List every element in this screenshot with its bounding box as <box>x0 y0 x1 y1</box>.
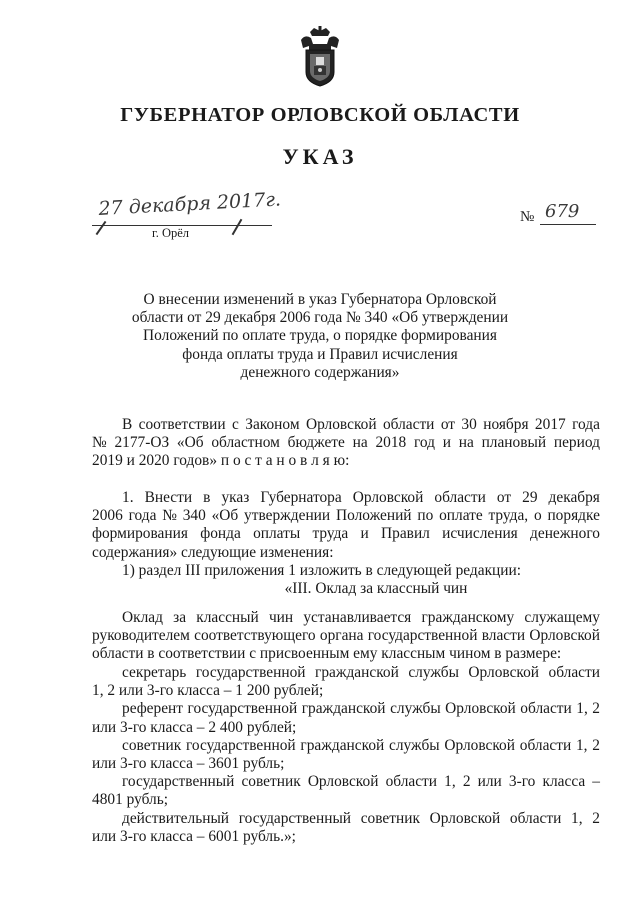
number-label: № <box>520 209 535 225</box>
body-line: 2006 года № 340 «Об утверждении Положений по оплате труда, о порядке <box>92 507 600 525</box>
rank-line: 4801 рубль; <box>92 791 169 809</box>
coat-of-arms-emblem <box>297 26 343 88</box>
rank-line: секретарь государственной гражданской службы Орловской области <box>122 664 600 681</box>
salary-intro-paragraph <box>92 609 600 664</box>
body-line: содержания» следующие изменения: <box>92 543 334 561</box>
rank-salary-list <box>92 664 600 846</box>
subject-line: О внесении изменений в указ Губернатора Орловской <box>143 291 497 308</box>
body-line: 1. Внести в указ Губернатора Орловской области от 29 декабря <box>122 489 600 506</box>
rank-line: действительный государственный советник Орловской области 1, 2 <box>122 809 600 827</box>
city-label: г. Орёл <box>152 226 190 240</box>
rank-line: референт государственной гражданской службы Орловской области 1, 2 <box>122 700 600 718</box>
body-line: № 2177-ОЗ «Об областном бюджете на 2018 год и на плановый период <box>92 434 600 452</box>
rank-line: или 3-го класса – 2 400 рублей; <box>92 718 297 736</box>
subject-line: Положений по оплате труда, о порядке формирования <box>143 327 497 345</box>
subject-line: фонда оплаты труда и Правил исчисления <box>182 345 458 363</box>
item-1-paragraph <box>92 489 600 598</box>
decree-subject <box>0 291 640 382</box>
issuer-title: ГУБЕРНАТОР ОРЛОВСКОЙ ОБЛАСТИ <box>120 104 520 126</box>
number-underline <box>540 224 596 225</box>
handwritten-date: 27 декабря 2017г. <box>98 188 282 220</box>
preamble-paragraph <box>92 416 600 471</box>
body-line: Оклад за классный чин устанавливается гражданскому служащему <box>122 609 600 626</box>
corner-mark-right <box>232 219 243 236</box>
subject-line: денежного содержания» <box>240 363 400 381</box>
rank-line: или 3-го класса – 6001 рубль.»; <box>92 827 296 845</box>
rank-line: или 3-го класса – 3601 рубль; <box>92 755 285 773</box>
rank-line: 1, 2 или 3-го класса – 1 200 рублей; <box>92 682 324 700</box>
body-line: области в соответствии с присвоенным ему классным чином в размере: <box>92 645 562 663</box>
document-type: УКАЗ <box>282 144 358 169</box>
body-line: 2019 и 2020 годов» п о с т а н о в л я ю: <box>92 452 350 470</box>
sub-item-1: 1) раздел III приложения 1 изложить в следующей редакции: <box>122 561 522 579</box>
rank-line: государственный советник Орловской области 1, 2 или 3-го класса – <box>122 773 600 791</box>
body-line: руководителем соответствующего органа государственной власти Орловской <box>92 627 600 645</box>
corner-mark-left <box>96 221 107 235</box>
section-heading: «III. Оклад за классный чин <box>284 580 468 598</box>
body-line: В соответствии с Законом Орловской области от 30 ноября 2017 года <box>122 416 600 433</box>
body-line: формирования фонда оплаты труда и Правил исчисления денежного <box>92 525 600 543</box>
handwritten-number: 679 <box>545 201 580 222</box>
rank-line: советник государственной гражданской службы Орловской области 1, 2 <box>122 736 600 754</box>
subject-line: области от 29 декабря 2006 года № 340 «Об утверждении <box>131 309 509 327</box>
